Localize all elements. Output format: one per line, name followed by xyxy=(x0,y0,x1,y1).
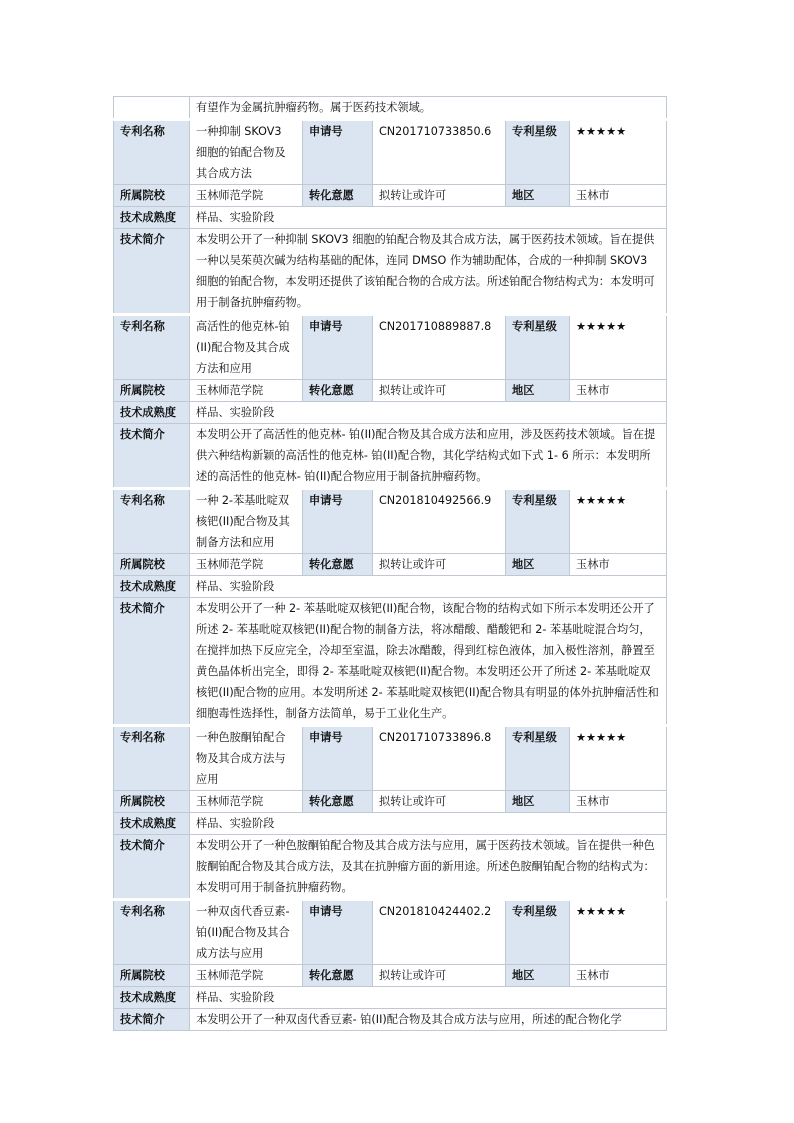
patent-name: 高活性的他克林-铂(II)配合物及其合成方法和应用 xyxy=(190,315,303,380)
app-no: CN201710733850.6 xyxy=(373,120,506,185)
region-label: 地区 xyxy=(506,380,570,402)
patent-table-body xyxy=(114,97,667,1031)
patent-name-label: 专利名称 xyxy=(114,900,190,965)
transfer-label: 转化意愿 xyxy=(303,380,373,402)
intro-label: 技术简介 xyxy=(114,835,190,900)
transfer-label: 转化意愿 xyxy=(303,185,373,207)
star-rating: ★★★★★ xyxy=(570,900,667,965)
school-label: 所属院校 xyxy=(114,554,190,576)
intro-row xyxy=(114,598,667,726)
star-label: 专利星级 xyxy=(506,120,570,185)
transfer-label: 转化意愿 xyxy=(303,791,373,813)
school-row xyxy=(114,791,667,813)
intro-text: 本发明公开了高活性的他克林- 铂(II)配合物及其合成方法和应用，涉及医药技术领域。旨在提供六种结构新颖的高活性的他克林- 铂(II)配合物，其化学结构式如下式 1- 6 所示：本发明所述的高活性的他克林- 铂(II)配合物应用于制备抗肿瘤药物。 xyxy=(190,424,667,489)
intro-row xyxy=(114,835,667,900)
transfer-label: 转化意愿 xyxy=(303,554,373,576)
transfer-label: 转化意愿 xyxy=(303,965,373,987)
maturity-row xyxy=(114,987,667,1009)
patent-name-label: 专利名称 xyxy=(114,120,190,185)
leading-row xyxy=(114,97,667,120)
intro-label: 技术简介 xyxy=(114,598,190,726)
intro-text: 本发明公开了一种色胺酮铂配合物及其合成方法与应用，属于医药技术领域。旨在提供一种色胺酮铂配合物及其合成方法，及其在抗肿瘤方面的新用途。所述色胺酮铂配合物的结构式为：本发明可用于制备抗肿瘤药物。 xyxy=(190,835,667,900)
star-rating: ★★★★★ xyxy=(570,315,667,380)
app-no-label: 申请号 xyxy=(303,120,373,185)
region-label: 地区 xyxy=(506,791,570,813)
region: 玉林市 xyxy=(570,554,667,576)
school: 玉林师范学院 xyxy=(190,791,303,813)
patent-name-row xyxy=(114,489,667,554)
intro-label: 技术简介 xyxy=(114,1009,190,1031)
school-row xyxy=(114,554,667,576)
intro-label: 技术简介 xyxy=(114,424,190,489)
transfer-intent: 拟转让或许可 xyxy=(373,965,506,987)
patent-name-row xyxy=(114,900,667,965)
school: 玉林师范学院 xyxy=(190,380,303,402)
school-row xyxy=(114,965,667,987)
transfer-intent: 拟转让或许可 xyxy=(373,185,506,207)
maturity-label: 技术成熟度 xyxy=(114,402,190,424)
maturity: 样品、实验阶段 xyxy=(190,207,667,229)
leading-text: 有望作为金属抗肿瘤药物。属于医药技术领域。 xyxy=(190,97,667,120)
star-label: 专利星级 xyxy=(506,489,570,554)
intro-text: 本发明公开了一种双卤代香豆素- 铂(II)配合物及其合成方法与应用，所述的配合物化学 xyxy=(190,1009,667,1031)
school: 玉林师范学院 xyxy=(190,965,303,987)
maturity-row xyxy=(114,813,667,835)
school-label: 所属院校 xyxy=(114,791,190,813)
app-no: CN201810492566.9 xyxy=(373,489,506,554)
region: 玉林市 xyxy=(570,791,667,813)
maturity-label: 技术成熟度 xyxy=(114,576,190,598)
leading-blank-cell xyxy=(114,97,190,120)
intro-text: 本发明公开了一种 2- 苯基吡啶双核钯(II)配合物，该配合物的结构式如下所示本发明还公开了所述 2- 苯基吡啶双核钯(II)配合物的制备方法，将冰醋酸、醋酸钯和 2- 苯基吡啶混合均匀，在搅拌加热下反应完全，冷却至室温，除去冰醋酸，得到红棕色液体，加入极性溶剂，静置至黄色晶体析出完全，即得 2- 苯基吡啶双核钯(II)配合物。本发明还公开了所述 2- 苯基吡啶双核钯(II)配合物的应用。本发明所述 2- 苯基吡啶双核钯(II)配合物具有明显的体外抗肿瘤活性和细胞毒性选择性，制备方法简单，易于工业化生产。 xyxy=(190,598,667,726)
maturity: 样品、实验阶段 xyxy=(190,813,667,835)
region: 玉林市 xyxy=(570,965,667,987)
maturity-row xyxy=(114,576,667,598)
intro-text: 本发明公开了一种抑制 SKOV3 细胞的铂配合物及其合成方法，属于医药技术领域。旨在提供一种以吴茱萸次碱为结构基础的配体，连同 DMSO 作为辅助配体，合成的一种抑制 SKOV3 细胞的铂配合物，本发明还提供了该铂配合物的合成方法。所述铂配合物结构式为：本发明可用于制备抗肿瘤药物。 xyxy=(190,229,667,315)
maturity-label: 技术成熟度 xyxy=(114,207,190,229)
star-label: 专利星级 xyxy=(506,315,570,380)
app-no-label: 申请号 xyxy=(303,489,373,554)
school: 玉林师范学院 xyxy=(190,554,303,576)
maturity-row xyxy=(114,207,667,229)
star-label: 专利星级 xyxy=(506,726,570,791)
app-no: CN201810424402.2 xyxy=(373,900,506,965)
maturity: 样品、实验阶段 xyxy=(190,576,667,598)
school-row xyxy=(114,380,667,402)
star-label: 专利星级 xyxy=(506,900,570,965)
maturity-row xyxy=(114,402,667,424)
intro-row xyxy=(114,229,667,315)
maturity: 样品、实验阶段 xyxy=(190,402,667,424)
maturity-label: 技术成熟度 xyxy=(114,987,190,1009)
patent-name: 一种色胺酮铂配合物及其合成方法与应用 xyxy=(190,726,303,791)
patent-name: 一种双卤代香豆素-铂(II)配合物及其合成方法与应用 xyxy=(190,900,303,965)
app-no-label: 申请号 xyxy=(303,726,373,791)
school-row xyxy=(114,185,667,207)
patent-name: 一种抑制 SKOV3 细胞的铂配合物及其合成方法 xyxy=(190,120,303,185)
transfer-intent: 拟转让或许可 xyxy=(373,791,506,813)
patent-name-row xyxy=(114,120,667,185)
maturity-label: 技术成熟度 xyxy=(114,813,190,835)
app-no: CN201710889887.8 xyxy=(373,315,506,380)
patent-table xyxy=(113,96,667,1031)
patent-name: 一种 2-苯基吡啶双核钯(II)配合物及其制备方法和应用 xyxy=(190,489,303,554)
school-label: 所属院校 xyxy=(114,380,190,402)
region-label: 地区 xyxy=(506,185,570,207)
patent-name-label: 专利名称 xyxy=(114,489,190,554)
star-rating: ★★★★★ xyxy=(570,489,667,554)
transfer-intent: 拟转让或许可 xyxy=(373,380,506,402)
intro-label: 技术简介 xyxy=(114,229,190,315)
star-rating: ★★★★★ xyxy=(570,726,667,791)
patent-name-row xyxy=(114,315,667,380)
patent-name-label: 专利名称 xyxy=(114,726,190,791)
region-label: 地区 xyxy=(506,554,570,576)
intro-row xyxy=(114,424,667,489)
region: 玉林市 xyxy=(570,185,667,207)
region-label: 地区 xyxy=(506,965,570,987)
app-no: CN201710733896.8 xyxy=(373,726,506,791)
school: 玉林师范学院 xyxy=(190,185,303,207)
school-label: 所属院校 xyxy=(114,965,190,987)
maturity: 样品、实验阶段 xyxy=(190,987,667,1009)
region: 玉林市 xyxy=(570,380,667,402)
patent-name-label: 专利名称 xyxy=(114,315,190,380)
patent-document xyxy=(113,96,666,1031)
intro-row xyxy=(114,1009,667,1031)
app-no-label: 申请号 xyxy=(303,900,373,965)
transfer-intent: 拟转让或许可 xyxy=(373,554,506,576)
patent-name-row xyxy=(114,726,667,791)
app-no-label: 申请号 xyxy=(303,315,373,380)
star-rating: ★★★★★ xyxy=(570,120,667,185)
school-label: 所属院校 xyxy=(114,185,190,207)
